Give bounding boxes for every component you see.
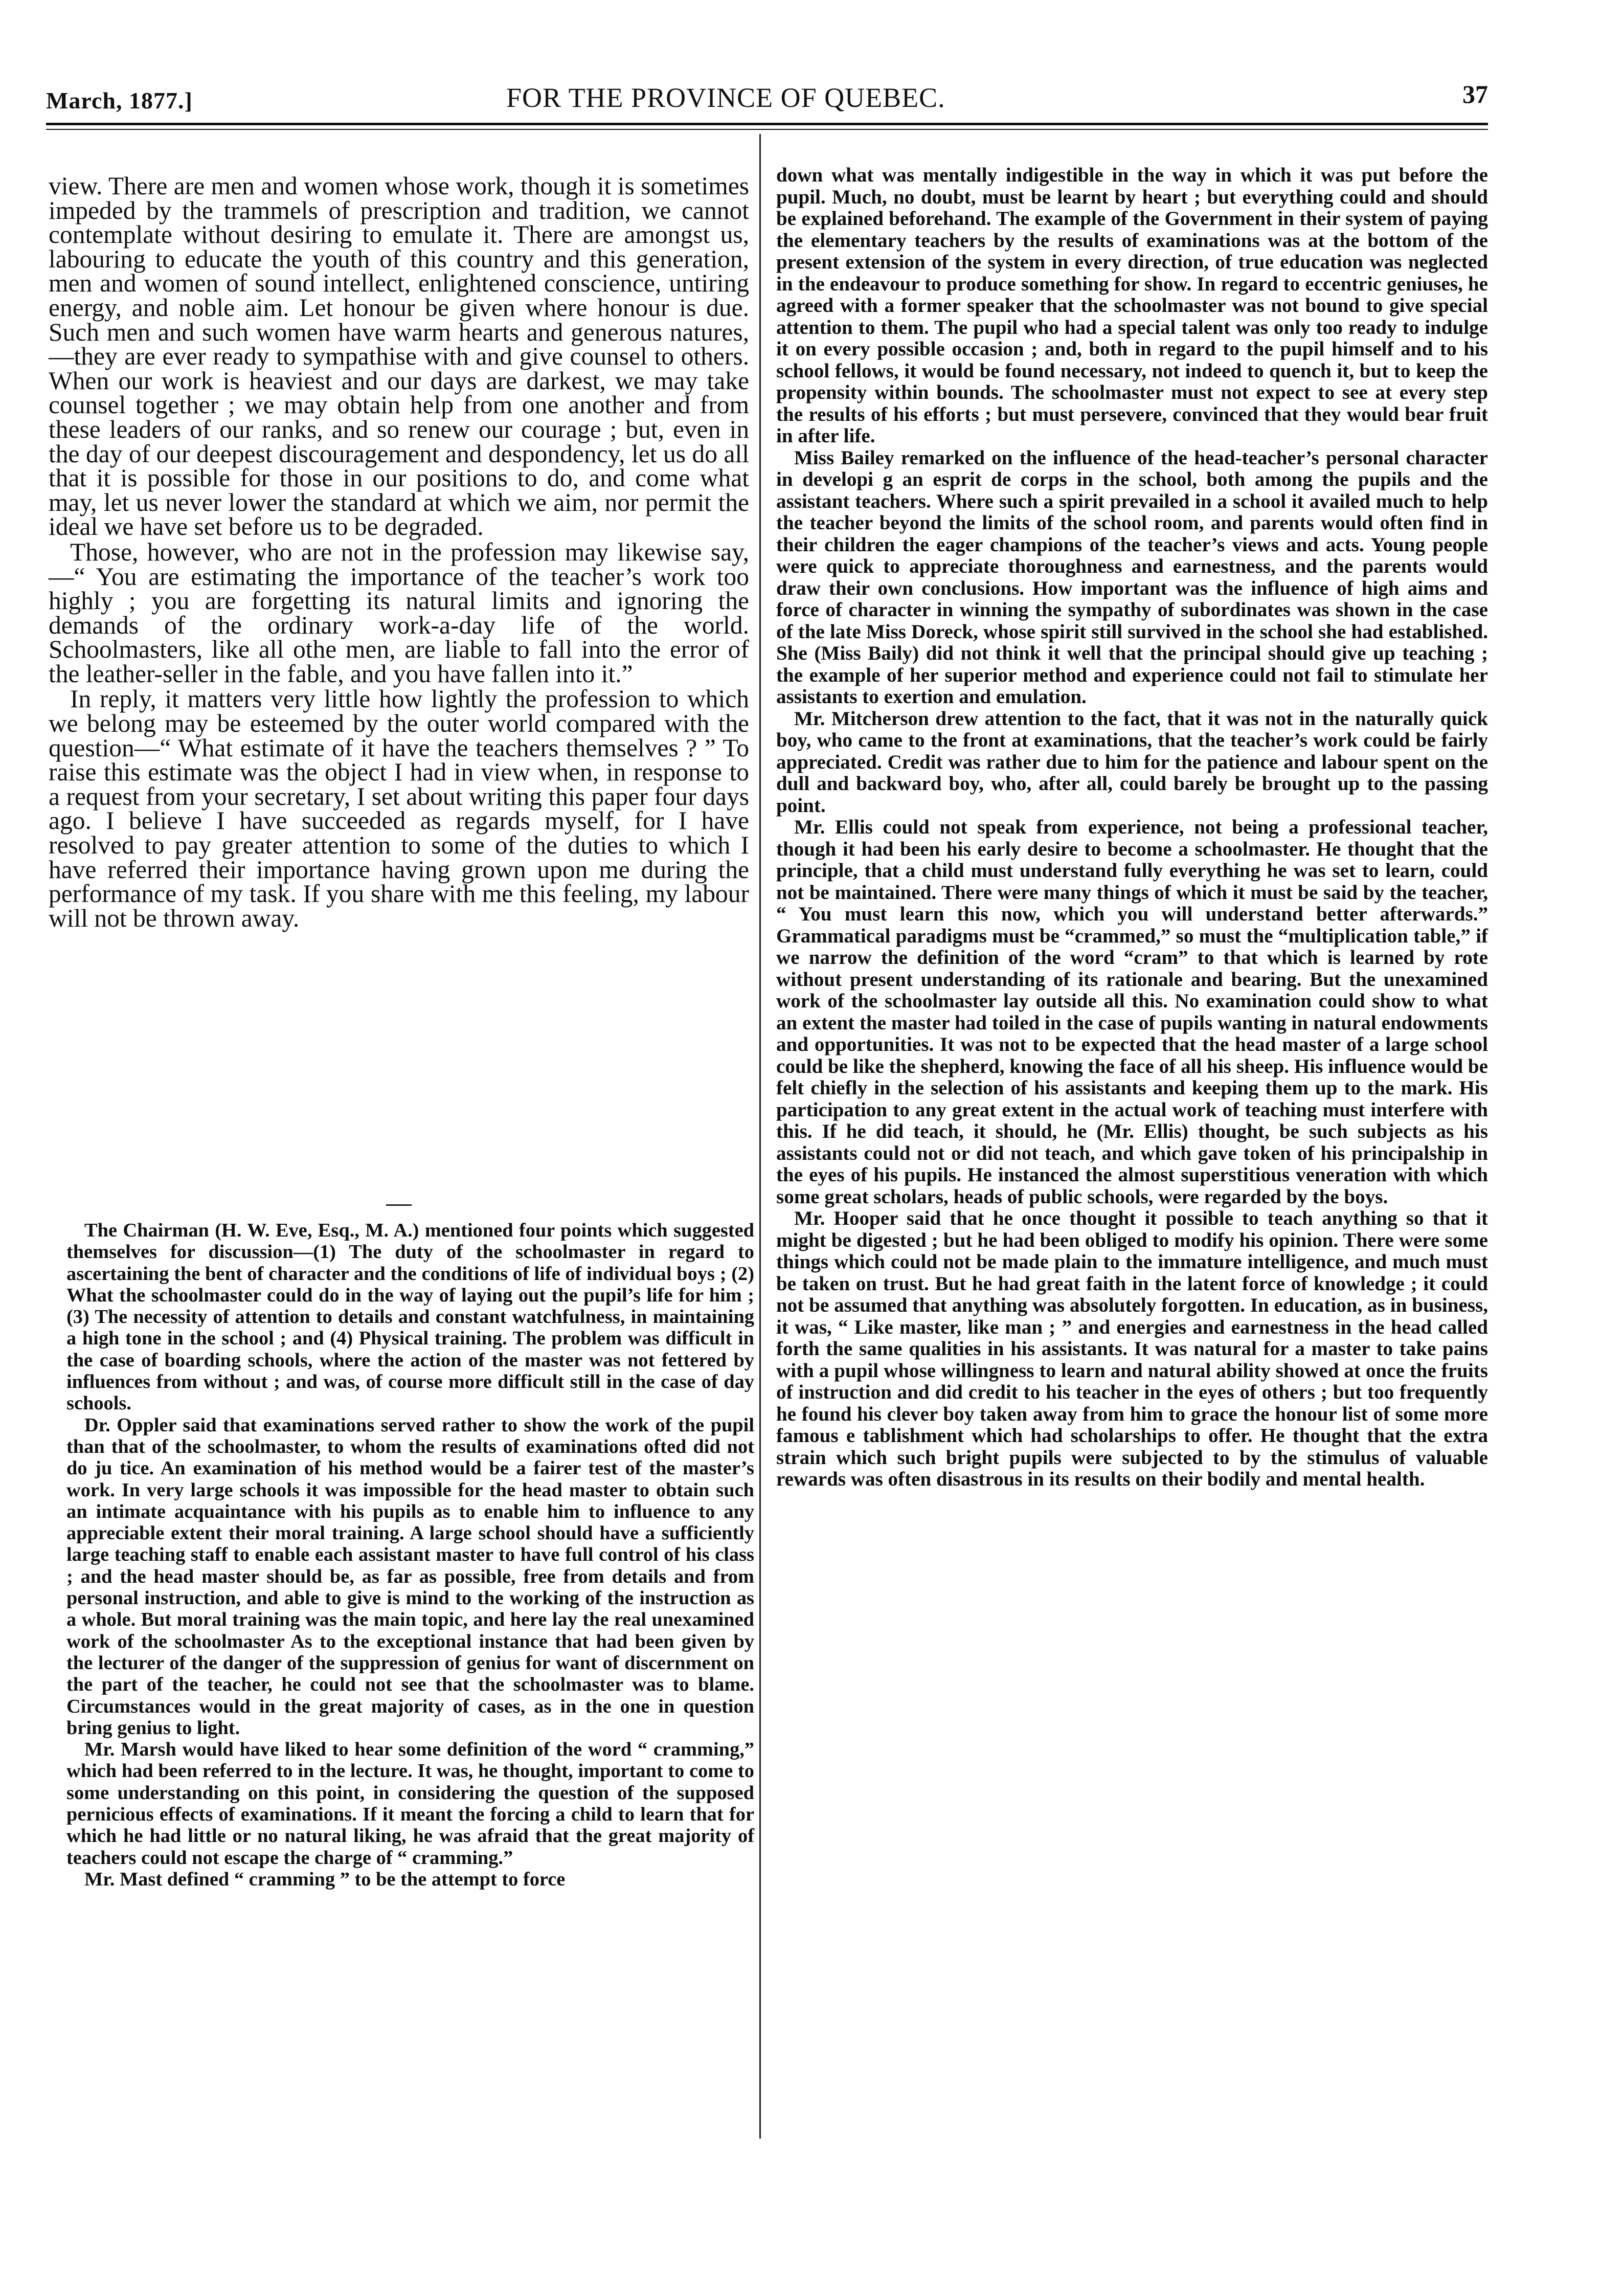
page-header — [46, 77, 1488, 118]
page-number: 37 — [1462, 80, 1488, 108]
discussion-paragraph: Mr. Ellis could not speak from experience, not being a professional teacher, though it had been his early desire to become a schoolmaster. He thought that the principle, that a child must understand fully everything he was set to learn, could not be maintained. There were many things of which it must be said by the teacher, “ You must learn this now, which you will understand better afterwards.” Grammatical paradigms must be “crammed,” so must the “multiplication table,” if we narrow the definition of the word “cram” to that which is learned by rote without present understanding of its rationale and bearing. But the unexamined work of the schoolmaster lay outside all this. No examination could show to what an extent the master had toiled in the case of pupils wanting in natural endowments and opportunities. It was not to be expected that the head master of a large school could be like the shepherd, knowing the face of all his sheep. His influence would be felt chiefly in the selection of his assistants and keeping them up to the mark. His participation to any great extent in the actual work of teaching must interfere with this. If he did teach, it should, he (Mr. Ellis) thought, be such subjects as his assistants could not or did not teach, and which gave token of his principalship in the eyes of his pupils. He instanced the almost superstitious veneration with which some great scholars, heads of public schools, were regarded by the boys. — [776, 816, 1488, 1208]
discussion-paragraph: Mr. Mast defined “ cramming ” to be the attempt to force — [84, 1868, 566, 1890]
header-rule-thin — [46, 129, 1488, 130]
discussion-paragraph: The Chairman (H. W. Eve, Esq., M. A.) mentioned four points which suggested themselves for discussion—(1) The duty of the schoolmaster in regard to ascertaining the bent of character and the conditions of life of individual boys ; (2) What the schoolmaster could do in the way of laying out the pupil’s life for him ; (3) The necessity of attention to details and constant watchfulness, in maintaining a high tone in the school ; and (4) Physical training. The problem was difficult in the case of boarding schools, where the action of the master was not fettered by influences from without ; and was, of course more difficult still in the case of day schools. — [66, 1220, 754, 1414]
essay-paragraph: Those, however, who are not in the profession may likewise say,—“ You are estimating the importance of the teacher’s work too highly ; you are forgetting its natural limits and ignoring the demands of the ordinary work-a-day life of the world. Schoolmasters, like all othe men, are liable to fall into the error of the leather-seller in the fable, and you have fallen into it.” — [49, 537, 749, 688]
essay-paragraph: view. There are men and women whose work, though it is sometimes impeded by the trammels of prescription and tradition, we cannot contemplate without desiring to emulate it. There are amongst us, labouring to educate the youth of this country and this generation, men and women of sound intellect, enlightened conscience, untiring energy, and noble aim. Let honour be given where honour is due. Such men and such women have warm hearts and generous natures,—they are ever ready to sympathise with and give counsel to others. When our work is heaviest and our days are darkest, we may take counsel together ; we may obtain help from one another and from these leaders of our ranks, and so renew our courage ; but, even in the day of our deepest discouragement and despondency, let us do all that it is possible for those in our positions to do, and come what may, let us never lower the standard at which we aim, nor permit the ideal we have set before us to be degraded. — [49, 172, 749, 541]
discussion-paragraph: down what was mentally indigestible in the way in which it was put before the pupil. Much, no doubt, must be learnt by heart ; but everything could and should be explained beforehand. The example of the Government in their system of paying the elementary teachers by the results of examinations was at the bottom of the present extension of the system in every direction, of true education was neglected in the endeavour to produce something for show. In regard to eccentric geniuses, he agreed with a former speaker that the schoolmaster was not bound to give special attention to them. The pupil who had a special talent was only too ready to indulge it on every possible occasion ; and, both in regard to the pupil himself and to his school fellows, it would be found necessary, not indeed to quench it, but to keep the propensity within bounds. The schoolmaster must not expect to see at every step the results of his efforts ; but must persevere, convinced that they would bear fruit in after life. — [776, 164, 1488, 447]
right-column-discussion — [776, 165, 1488, 1491]
discussion-paragraph: Miss Bailey remarked on the influence of the head-teacher’s personal character in developi g an esprit de corps in the school, both among the pupils and the assistant teachers. Where such a spirit prevailed in a school it availed much to help the teacher beyond the limits of the school room, and parents would often find in their children the eager champions of the teacher’s views and acts. Young people were quick to appreciate thoroughness and earnestness, and the parents would draw their own conclusions. How important was the influence of high aims and force of character in winning the sympathy of subordinates was shown in the case of the late Miss Doreck, whose spirit still survived in the school she had established. She (Miss Baily) did not think it well that the principal should give up teaching ; the example of her superior method and experience could not fail to stimulate her assistants to exertion and emulation. — [776, 446, 1488, 708]
left-column-essay — [49, 174, 749, 930]
column-divider — [759, 134, 761, 2139]
left-column-discussion — [66, 1220, 754, 1890]
discussion-paragraph: Mr. Marsh would have liked to hear some definition of the word “ cramming,” which had been referred to in the lecture. It was, he thought, important to come to some understanding on this point, in considering the question of the supposed pernicious effects of examinations. If it meant the forcing a child to learn that for which he had little or no natural liking, he was afraid that the great majority of teachers could not escape the charge of “ cramming.” — [66, 1739, 754, 1869]
section-separator — [386, 1204, 412, 1206]
discussion-paragraph: Dr. Oppler said that examinations served rather to show the work of the pupil than that of the schoolmaster, to whom the results of examinations ofted did not do ju tice. An examination of his method would be a fairer test of the master’s work. In very large schools it was impossible for the head master to obtain such an intimate acquaintance with his pupils as to enable him to influence to any appreciable extent their moral training. A large school should have a sufficiently large teaching staff to enable each assistant master to have full control of his class ; and the head master should be, as far as possible, free from details and from personal instruction, and able to give is mind to the working of the instruction as a whole. But moral training was the main topic, and here lay the real unexamined work of the schoolmaster As to the exceptional instance that had been given by the lecturer of the danger of the suppression of genius for want of discernment on the part of the teacher, he could not see that the schoolmaster was to blame. Circumstances would in the great majority of cases, as in the one in question bring genius to light. — [66, 1414, 754, 1739]
running-title: FOR THE PROVINCE OF QUEBEC. — [506, 82, 945, 113]
issue-date: March, 1877.] — [46, 87, 193, 114]
discussion-paragraph: Mr. Mitcherson drew attention to the fact, that it was not in the naturally quick boy, who came to the front at examinations, that the teacher’s work could be fairly appreciated. Credit was rather due to him for the patience and labour spent on the dull and backward boy, who, after all, could barely be brought up to the passing point. — [776, 707, 1488, 817]
discussion-paragraph: Mr. Hooper said that he once thought it possible to teach anything so that it might be digested ; but he had been obliged to modify his opinion. There were some things which could not be made plain to the immature intelligence, and much must be taken on trust. But he had great faith in the latent force of knowledge ; it could not be assumed that anything was absolutely forgotten. In education, as in business, it was, “ Like master, like man ; ” and energies and earnestness in the head called forth the same qualities in his assistants. It was natural for a master to take pains with a pupil whose willingness to learn and natural ability showed at once the fruits of instruction and did credit to his teacher in the eyes of others ; but too frequently he found his clever boy taken away from him to grace the honour list of some more famous e tablishment which had scholarships to offer. He thought that the extra strain which such bright pupils were subjected to by the stimulus of valuable rewards was often disastrous in its results on their bodily and mental health. — [776, 1207, 1488, 1490]
essay-paragraph: In reply, it matters very little how lightly the profession to which we belong may be esteemed by the outer world compared with the question—“ What estimate of it have the teachers themselves ? ” To raise this estimate was the object I had in view when, in response to a request from your secretary, I set about writing this paper four days ago. I believe I have succeeded as regards myself, for I have resolved to pay greater attention to some of the duties to which I have referred their importance having grown upon me during the performance of my task. If you share with me this feeling, my labour will not be thrown away. — [49, 685, 749, 932]
header-rule-thick — [46, 123, 1488, 125]
